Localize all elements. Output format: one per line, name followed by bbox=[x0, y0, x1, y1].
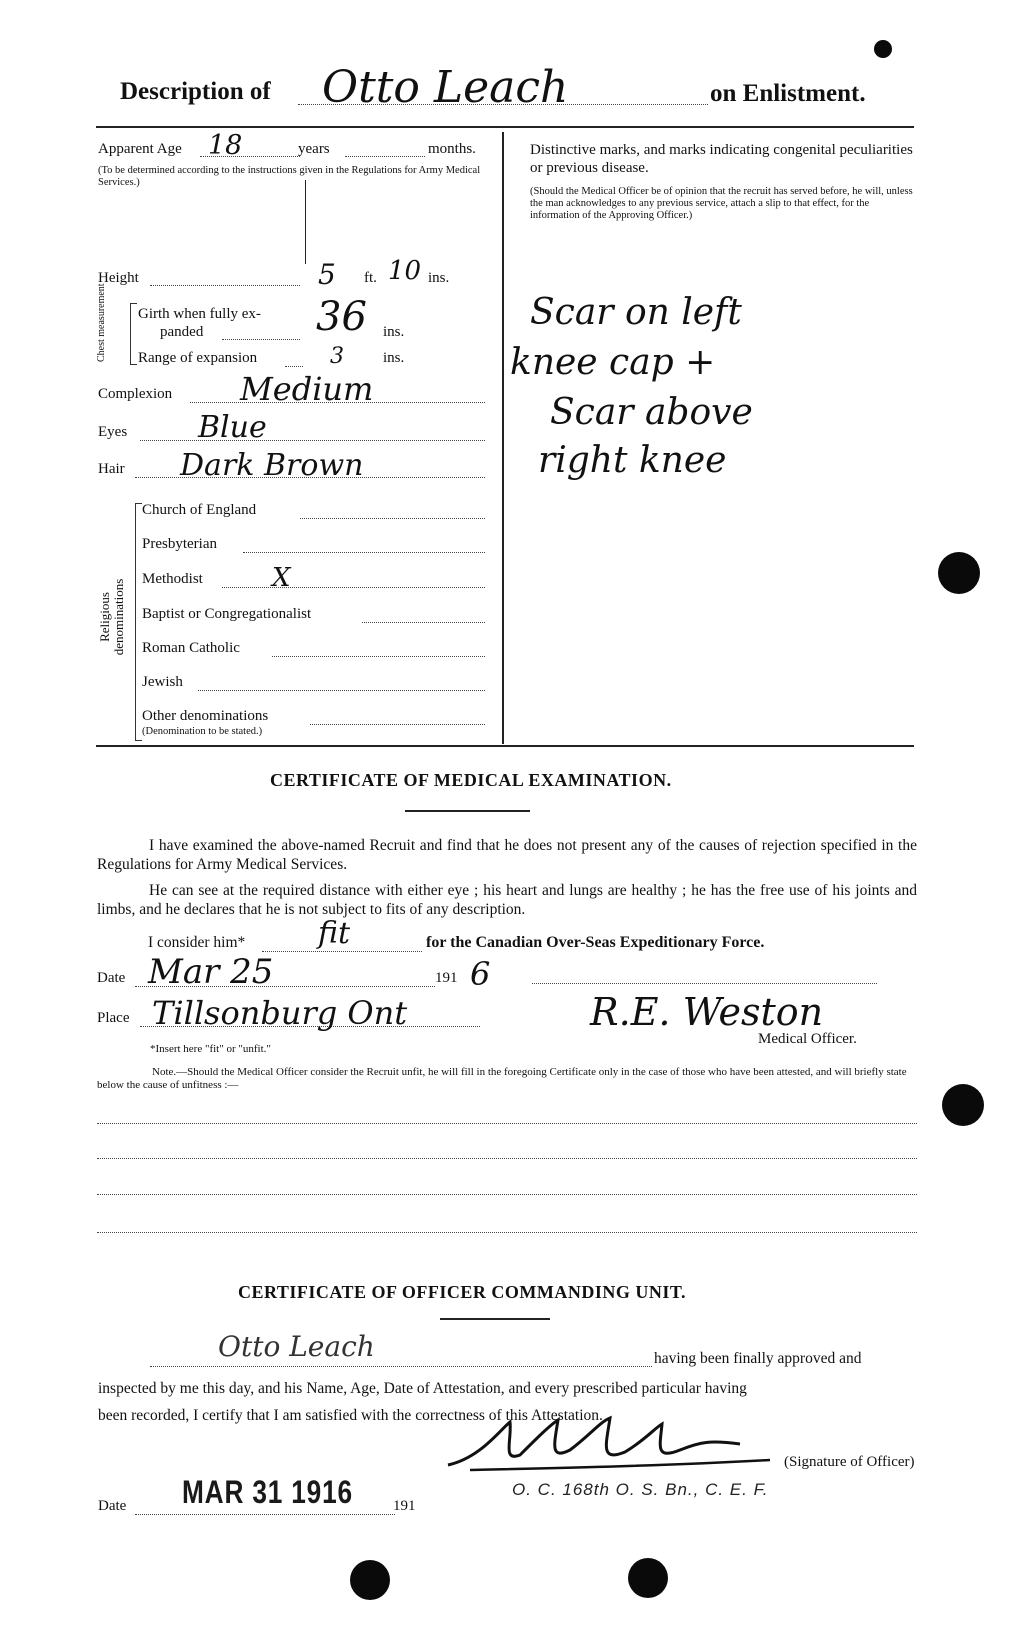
medical-year-value: 6 bbox=[470, 955, 491, 993]
religious-label-text: Religious denominations bbox=[97, 578, 126, 656]
complexion-label: Complexion bbox=[98, 386, 173, 402]
header-prefix: Description of bbox=[120, 78, 271, 105]
years-label: years bbox=[298, 141, 330, 157]
top-rule bbox=[96, 126, 914, 128]
unfitness-line bbox=[97, 1123, 917, 1124]
eyes-value: Blue bbox=[198, 410, 267, 445]
title-underline bbox=[440, 1318, 550, 1320]
distinctive-line-4: right knee bbox=[538, 440, 727, 481]
column-divider bbox=[502, 132, 504, 744]
section-bottom-rule bbox=[96, 745, 914, 747]
medical-title: CERTIFICATE OF MEDICAL EXAMINATION. bbox=[270, 770, 672, 790]
girth-label-2: panded bbox=[160, 324, 204, 340]
other-denomination-note: (Denomination to be stated.) bbox=[142, 726, 263, 737]
religion-other: Other denominations bbox=[142, 708, 269, 724]
commanding-text-3: been recorded, I certify that I am satisfied with the correctness of this Attestation. bbox=[98, 1407, 603, 1424]
punch-hole bbox=[874, 40, 892, 58]
religion-church-of-england: Church of England bbox=[142, 502, 257, 518]
religion-line bbox=[300, 518, 485, 519]
religion-line bbox=[198, 690, 485, 691]
place-value: Tillsonburg Ont bbox=[152, 994, 408, 1032]
place-label: Place bbox=[97, 1010, 130, 1026]
medical-officer-label: Medical Officer. bbox=[758, 1031, 857, 1047]
commanding-title: CERTIFICATE OF OFFICER COMMANDING UNIT. bbox=[238, 1282, 687, 1302]
unfit-note: Note.—Should the Medical Officer consider the Recruit unfit, he will fill in the foregoing Certificate only in the case of those who have been attested, and will briefly state below the cause of unfitness :— bbox=[97, 1066, 907, 1091]
religion-roman-catholic: Roman Catholic bbox=[142, 640, 240, 656]
recruit-name: Otto Leach bbox=[322, 62, 569, 113]
hair-label: Hair bbox=[98, 461, 125, 477]
height-label: Height bbox=[98, 270, 139, 286]
medical-paragraph-2: He can see at the required distance with either eye ; his heart and lungs are healthy ; he has the free use of his joints and limbs, and he declares that he is not subject to fits of any description. bbox=[97, 882, 917, 918]
age-note: (To be determined according to the instructions given in the Regulations for Army Medical Services.) bbox=[98, 165, 481, 188]
title-underline bbox=[405, 810, 530, 812]
commanding-name-line bbox=[150, 1366, 652, 1367]
religion-line bbox=[362, 622, 485, 623]
consider-suffix: for the Canadian Over-Seas Expeditionary Force. bbox=[426, 934, 765, 951]
complexion-value: Medium bbox=[240, 370, 374, 408]
commanding-text-2: inspected by me this day, and his Name, Age, Date of Attestation, and every prescribed particular having bbox=[98, 1380, 747, 1397]
commanding-date-label: Date bbox=[98, 1498, 127, 1514]
chest-bracket bbox=[130, 303, 137, 365]
medical-date-label: Date bbox=[97, 970, 126, 986]
punch-hole bbox=[942, 1084, 984, 1126]
chest-measurement-label bbox=[96, 283, 107, 362]
consider-value: fit bbox=[318, 916, 351, 951]
girth-unit: ins. bbox=[383, 324, 405, 340]
commanding-year-prefix: 191 bbox=[393, 1498, 416, 1514]
commanding-name-value: Otto Leach bbox=[218, 1330, 375, 1363]
distinctive-line-3: Scar above bbox=[550, 392, 753, 433]
punch-hole bbox=[628, 1558, 668, 1598]
months-line bbox=[345, 156, 425, 157]
age-value: 18 bbox=[208, 130, 243, 161]
punch-hole bbox=[938, 552, 980, 594]
medical-year-prefix: 191 bbox=[435, 970, 458, 986]
apparent-age-label: Apparent Age bbox=[98, 141, 182, 157]
months-label: months. bbox=[428, 141, 476, 157]
range-value: 3 bbox=[330, 344, 344, 369]
distinctive-heading: Distinctive marks, and marks indicating congenital peculiarities or previous disease. bbox=[530, 142, 913, 176]
girth-value: 36 bbox=[316, 294, 367, 340]
religion-methodist: Methodist bbox=[142, 571, 203, 587]
religious-denominations-label bbox=[98, 572, 126, 662]
date-stamp: MAR 31 1916 bbox=[182, 1474, 353, 1510]
name-line bbox=[298, 104, 708, 105]
unfitness-line bbox=[97, 1194, 917, 1195]
girth-label-1: Girth when fully ex- bbox=[138, 306, 261, 322]
unfitness-line bbox=[97, 1232, 917, 1233]
consider-line bbox=[262, 951, 422, 952]
range-unit: ins. bbox=[383, 350, 405, 366]
distinctive-note: (Should the Medical Officer be of opinion that the recruit has served before, he will, unless the man acknowledges to any previous service, attach a slip to that effect, for the information of the Approving Officer.) bbox=[530, 186, 913, 221]
religion-baptist: Baptist or Congregationalist bbox=[142, 606, 312, 622]
eyes-label: Eyes bbox=[98, 424, 128, 440]
medical-date-value: Mar 25 bbox=[148, 952, 274, 992]
range-line bbox=[285, 366, 303, 367]
religion-line bbox=[243, 552, 485, 553]
distinctive-line-1: Scar on left bbox=[530, 292, 742, 333]
religion-mark: X bbox=[272, 563, 291, 593]
eyes-line bbox=[140, 440, 485, 441]
range-label: Range of expansion bbox=[138, 350, 258, 366]
unfitness-line bbox=[97, 1158, 917, 1159]
religion-line bbox=[272, 656, 485, 657]
religion-line bbox=[310, 724, 485, 725]
commanding-date-line bbox=[135, 1514, 395, 1515]
distinctive-line-2: knee cap + bbox=[510, 342, 716, 383]
value-column-line bbox=[305, 180, 306, 264]
religion-bracket bbox=[135, 503, 142, 741]
religion-line bbox=[222, 587, 485, 588]
religion-presbyterian: Presbyterian bbox=[142, 536, 217, 552]
religion-jewish: Jewish bbox=[142, 674, 183, 690]
punch-hole bbox=[350, 1560, 390, 1600]
unit-stamp: O. C. 168th O. S. Bn., C. E. F. bbox=[512, 1480, 769, 1499]
consider-prefix: I consider him* bbox=[148, 934, 246, 951]
medical-officer-signature: R.E. Weston bbox=[590, 990, 824, 1034]
commanding-officer-signature bbox=[440, 1410, 800, 1480]
medical-paragraph-1: I have examined the above-named Recruit and find that he does not present any of the causes of rejection specified in the Regulations for Army Medical Services. bbox=[97, 837, 917, 873]
girth-line bbox=[222, 339, 300, 340]
signature-line bbox=[532, 983, 877, 984]
height-in-value: 10 bbox=[388, 256, 422, 286]
insert-note: *Insert here "fit" or "unfit." bbox=[150, 1043, 271, 1055]
hair-value: Dark Brown bbox=[180, 448, 364, 483]
ins-label: ins. bbox=[428, 270, 450, 286]
chest-label-text: Chest measurement bbox=[96, 283, 107, 362]
commanding-text-1: having been finally approved and bbox=[654, 1350, 862, 1367]
height-line bbox=[150, 285, 300, 286]
ft-label: ft. bbox=[364, 270, 377, 286]
signature-of-officer-label: (Signature of Officer) bbox=[784, 1454, 915, 1470]
height-ft-value: 5 bbox=[318, 258, 336, 291]
header-suffix: on Enlistment. bbox=[710, 80, 866, 107]
